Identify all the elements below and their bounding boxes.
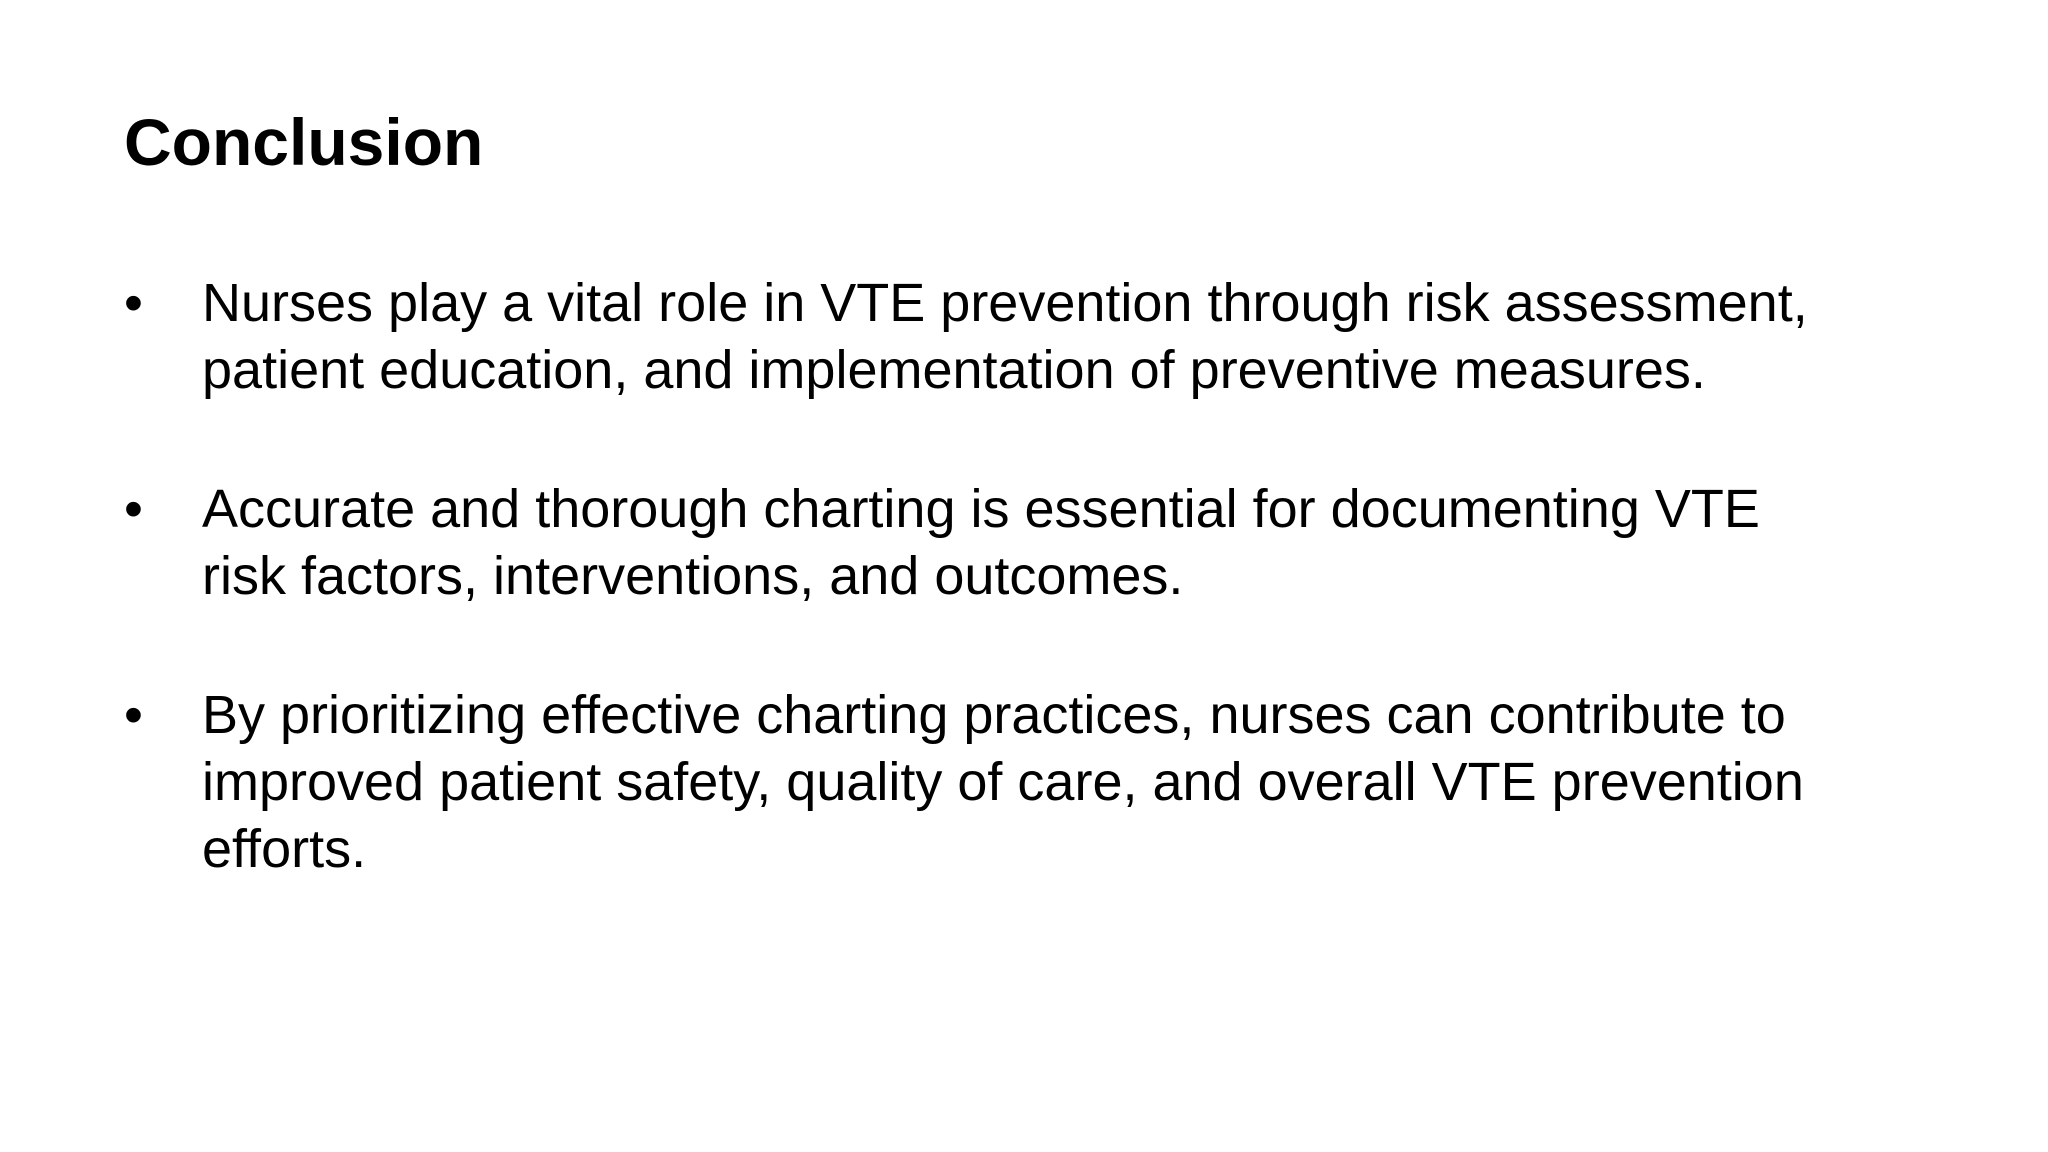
slide-title: Conclusion <box>124 105 484 179</box>
bullet-text-line: By prioritizing effective charting practices, nurses can contribute to <box>202 685 1786 745</box>
bullet-text-line: Nurses play a vital role in VTE prevention through risk assessment, <box>202 273 1808 333</box>
bullet-text-line: patient education, and implementation of preventive measures. <box>202 340 1706 400</box>
bullet-item-3 <box>124 682 1984 883</box>
bullet-icon: • <box>124 479 143 539</box>
bullet-item-1 <box>124 270 1984 404</box>
bullet-icon: • <box>124 273 143 333</box>
bullet-text-line: improved patient safety, quality of care, and overall VTE prevention <box>202 752 1804 812</box>
bullet-icon: • <box>124 685 143 745</box>
bullet-item-2 <box>124 476 1984 610</box>
bullet-text-line: Accurate and thorough charting is essential for documenting VTE <box>202 479 1760 539</box>
bullet-text-line: risk factors, interventions, and outcomes. <box>202 546 1184 606</box>
bullet-list <box>124 270 1984 883</box>
bullet-text-line: efforts. <box>202 819 367 879</box>
